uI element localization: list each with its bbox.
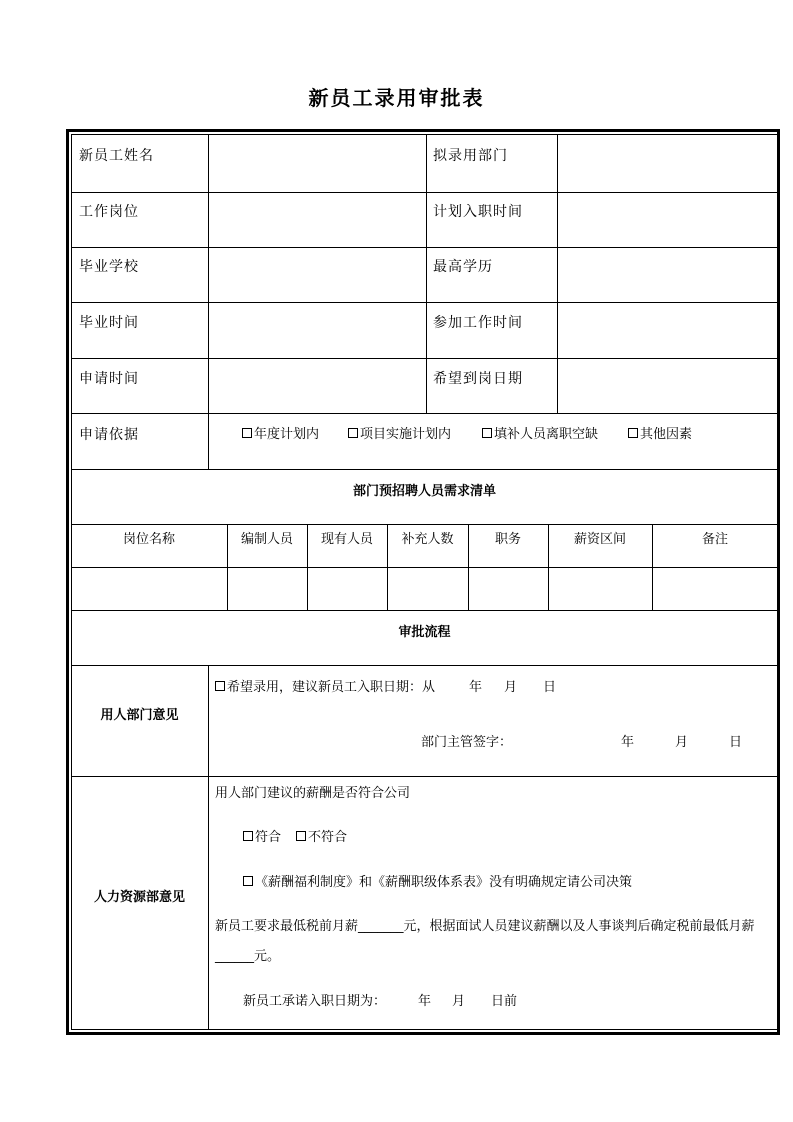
col-header-headcount: 编制人员 bbox=[240, 532, 293, 547]
salary-blank-2[interactable]: ______ bbox=[215, 949, 254, 964]
checkbox-icon bbox=[242, 428, 252, 438]
label-work-start: 参加工作时间 bbox=[433, 315, 523, 331]
hr-option-no[interactable]: 不符合 bbox=[296, 830, 347, 846]
row-divider bbox=[71, 610, 778, 611]
checkbox-icon bbox=[348, 428, 358, 438]
checkbox-icon bbox=[628, 428, 638, 438]
basis-option-annual[interactable]: 年度计划内 bbox=[242, 427, 319, 443]
col-header-current: 现有人员 bbox=[320, 532, 373, 547]
salary-blank-1[interactable]: _______ bbox=[358, 919, 404, 934]
label-position: 工作岗位 bbox=[79, 204, 139, 220]
label-arrival-date: 希望到岗日期 bbox=[433, 371, 523, 387]
work-start-field[interactable] bbox=[558, 303, 777, 358]
dept-sign-label: 部门主管签字： bbox=[421, 735, 513, 750]
hr-line-6: 新员工承诺入职日期为： bbox=[243, 994, 387, 1009]
col-header-title: 职务 bbox=[494, 532, 521, 547]
hr-line-6-year: 年 bbox=[418, 994, 432, 1009]
position-field[interactable] bbox=[209, 193, 426, 247]
label-planned-entry: 计划入职时间 bbox=[433, 204, 523, 220]
education-field[interactable] bbox=[558, 248, 777, 302]
col-header-supplement: 补充人数 bbox=[401, 532, 454, 547]
hr-option-decision[interactable]: 《薪酬福利制度》和《薪酬职级体系表》没有明确规定请公司决策 bbox=[243, 875, 632, 891]
dept-hope-option[interactable]: 希望录用，建议新员工入职日期：从 bbox=[215, 680, 435, 696]
row-divider bbox=[71, 524, 778, 525]
hr-line-1: 用人部门建议的薪酬是否符合公司 bbox=[215, 786, 411, 801]
col-header-position: 岗位名称 bbox=[122, 532, 175, 547]
dept-year: 年 bbox=[469, 680, 483, 695]
label-dept: 拟录用部门 bbox=[433, 148, 508, 164]
dept-day: 日 bbox=[543, 680, 557, 695]
label-grad-time: 毕业时间 bbox=[79, 315, 139, 331]
checkbox-icon bbox=[243, 831, 253, 841]
hr-option-yes[interactable]: 符合 bbox=[243, 830, 281, 846]
process-title: 审批流程 bbox=[398, 625, 451, 640]
basis-option-project[interactable]: 项目实施计划内 bbox=[348, 427, 451, 443]
demand-cell-supplement[interactable] bbox=[388, 568, 468, 610]
basis-option-other[interactable]: 其他因素 bbox=[628, 427, 692, 443]
row-divider bbox=[71, 413, 778, 414]
dept-sign-year: 年 bbox=[621, 735, 635, 750]
label-school: 毕业学校 bbox=[79, 259, 139, 275]
planned-entry-field[interactable] bbox=[558, 193, 777, 247]
dept-opinion-label: 用人部门意见 bbox=[100, 708, 179, 723]
demand-cell-salary[interactable] bbox=[549, 568, 652, 610]
row-divider bbox=[71, 776, 778, 777]
dept-sign-month: 月 bbox=[675, 735, 689, 750]
checkbox-icon bbox=[215, 681, 225, 691]
arrival-date-field[interactable] bbox=[558, 359, 777, 413]
label-education: 最高学历 bbox=[433, 259, 493, 275]
col-header-salary: 薪资区间 bbox=[573, 532, 626, 547]
hr-opinion-label: 人力资源部意见 bbox=[93, 890, 185, 905]
col-header-remark: 备注 bbox=[701, 532, 728, 547]
col-divider bbox=[208, 665, 209, 1030]
grad-time-field[interactable] bbox=[209, 303, 426, 358]
demand-cell-headcount[interactable] bbox=[228, 568, 307, 610]
demand-cell-title[interactable] bbox=[469, 568, 548, 610]
hr-line-4: 新员工要求最低税前月薪_______元，根据面试人员建议薪酬以及人事谈判后确定税前最低月薪 bbox=[215, 919, 755, 934]
hr-line-5: ______元。 bbox=[215, 949, 281, 964]
row-divider bbox=[71, 665, 778, 666]
checkbox-icon bbox=[243, 876, 253, 886]
hr-line-6-month: 月 bbox=[452, 994, 466, 1009]
demand-title: 部门预招聘人员需求清单 bbox=[352, 484, 496, 499]
dept-sign-day: 日 bbox=[729, 735, 743, 750]
dept-month: 月 bbox=[504, 680, 518, 695]
dept-field[interactable] bbox=[558, 135, 777, 192]
demand-cell-position[interactable] bbox=[72, 568, 227, 610]
demand-cell-remark[interactable] bbox=[653, 568, 777, 610]
name-field[interactable] bbox=[209, 135, 426, 192]
demand-cell-current[interactable] bbox=[308, 568, 387, 610]
label-apply-time: 申请时间 bbox=[79, 371, 139, 387]
col-divider bbox=[426, 134, 427, 413]
apply-time-field[interactable] bbox=[209, 359, 426, 413]
checkbox-icon bbox=[296, 831, 306, 841]
hr-line-6-day: 日前 bbox=[491, 994, 518, 1009]
label-basis: 申请依据 bbox=[79, 427, 139, 443]
label-name: 新员工姓名 bbox=[79, 148, 154, 164]
row-divider bbox=[71, 469, 778, 470]
basis-option-replacement[interactable]: 填补人员离职空缺 bbox=[482, 427, 598, 443]
form-title: 新员工录用审批表 bbox=[308, 86, 485, 110]
checkbox-icon bbox=[482, 428, 492, 438]
school-field[interactable] bbox=[209, 248, 426, 302]
